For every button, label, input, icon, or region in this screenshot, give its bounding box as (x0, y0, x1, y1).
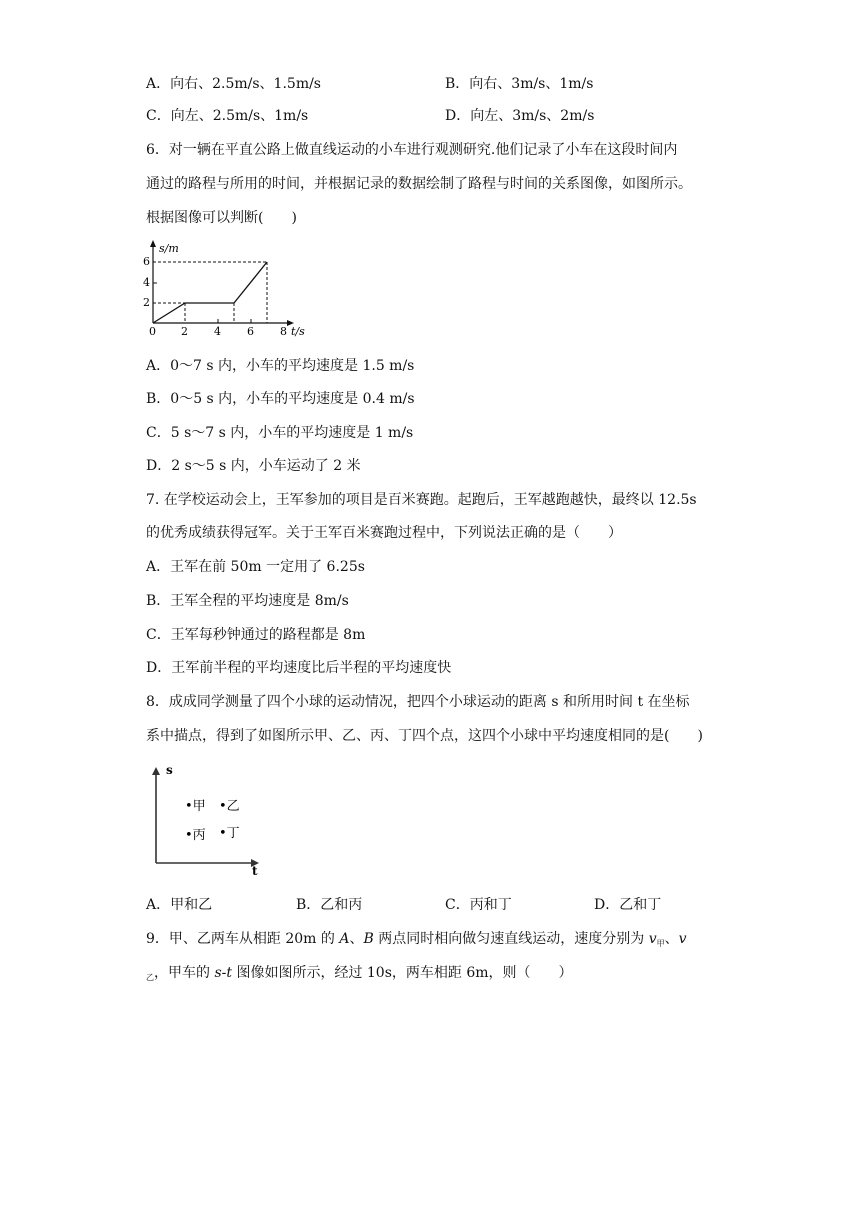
q8-st-graph (148, 762, 268, 877)
q8-point-yi: •乙 (219, 799, 240, 814)
q6-y-axis-label: s/m (159, 242, 179, 255)
q9-comma: 、 (664, 931, 679, 947)
q6-ytick-6: 6 (143, 255, 150, 268)
q9-text-1b: 两点同时相向做匀速直线运动，速度分别为 (373, 931, 649, 947)
q5-option-b: B．向右、3m/s、1m/s (445, 76, 594, 92)
q6-xtick-8: 8 (280, 325, 287, 338)
q9-point-a: A (339, 931, 350, 947)
q6-ytick-2: 2 (143, 296, 150, 309)
q6-option-a: A．0～7 s 内，小车的平均速度是 1.5 m/s (146, 358, 415, 374)
q9-point-b: B (363, 931, 374, 947)
q9-sep: 、 (349, 931, 364, 947)
q9-st-term: s-t (214, 965, 232, 981)
q6-option-c: C．5 s～7 s 内，小车的平均速度是 1 m/s (146, 425, 414, 441)
q7-stem-line2: 的优秀成绩获得冠军。关于王军百米赛跑过程中，下列说法正确的是（ ） (146, 525, 622, 541)
q6-option-d: D．2 s～5 s 内，小车运动了 2 米 (146, 458, 361, 474)
q9-text-2a: ，甲车的 (154, 965, 215, 981)
q6-xtick-4: 4 (214, 325, 221, 338)
q6-data-line (153, 262, 267, 323)
q9-v-yi-sub: 乙 (146, 973, 154, 982)
q6-xtick-2: 2 (181, 325, 188, 338)
q6-option-b: B．0～5 s 内，小车的平均速度是 0.4 m/s (146, 391, 415, 407)
q9-v-jia: v (648, 931, 657, 947)
q6-xtick-6: 6 (247, 325, 254, 338)
q8-option-a: A．甲和乙 (146, 897, 213, 913)
q6-y-axis-arrow (150, 240, 156, 247)
q8-option-d: D．乙和丁 (594, 897, 662, 913)
q6-origin-label: 0 (149, 325, 156, 338)
q9-v-jia-sub: 甲 (656, 939, 665, 948)
q5-option-d: D．向左、3m/s、2m/s (445, 108, 595, 124)
q8-y-axis-arrow (152, 767, 160, 775)
q9-stem-line1 (146, 929, 687, 954)
q5-option-c: C．向左、2.5m/s、1m/s (146, 108, 309, 124)
q9-v-yi: v (678, 931, 687, 947)
q7-option-a: A．王军在前 50m 一定用了 6.25s (146, 559, 365, 575)
q6-ytick-4: 4 (143, 276, 150, 289)
q6-stem-line3: 根据图像可以判断( ) (146, 210, 297, 226)
q8-option-b: B．乙和丙 (296, 897, 363, 913)
q6-st-graph (140, 238, 315, 338)
q8-y-axis-label: s (166, 763, 173, 777)
q6-stem-line2: 通过的路程与所用的时间，并根据记录的数据绘制了路程与时间的关系图像，如图所示。 (146, 176, 692, 192)
q8-point-bing: •丙 (185, 828, 206, 843)
q7-option-b: B．王军全程的平均速度是 8m/s (146, 593, 349, 609)
q8-stem-line1: 8．成成同学测量了四个小球的运动情况，把四个小球运动的距离 s 和所用时间 t 在坐标 (146, 694, 690, 710)
q9-text-2b: 图像如图所示，经过 10s，两车相距 6m，则（ ） (232, 965, 573, 981)
q8-stem-line2: 系中描点，得到了如图所示甲、乙、丙、丁四个点，这四个小球中平均速度相同的是( ) (146, 728, 703, 744)
q8-option-c: C．丙和丁 (445, 897, 512, 913)
q9-text-1a: 9．甲、乙两车从相距 20m 的 (146, 931, 340, 947)
q8-x-axis-label: t (252, 864, 258, 877)
q7-stem-line1: 7. 在学校运动会上，王军参加的项目是百米赛跑。起跑后，王军越跑越快，最终以 12.5s (146, 492, 697, 508)
q6-x-axis-label: t/s (291, 325, 305, 338)
q8-point-jia: •甲 (185, 799, 206, 814)
q5-option-a: A．向右、2.5m/s、1.5m/s (146, 76, 321, 92)
q6-stem-line1: 6．对一辆在平直公路上做直线运动的小车进行观测研究.他们记录了小车在这段时间内 (146, 142, 678, 158)
q9-stem-line2 (146, 963, 573, 988)
q7-option-c: C．王军每秒钟通过的路程都是 8m (146, 627, 366, 643)
q7-option-d: D．王军前半程的平均速度比后半程的平均速度快 (146, 660, 452, 676)
q8-point-ding: •丁 (219, 826, 240, 841)
